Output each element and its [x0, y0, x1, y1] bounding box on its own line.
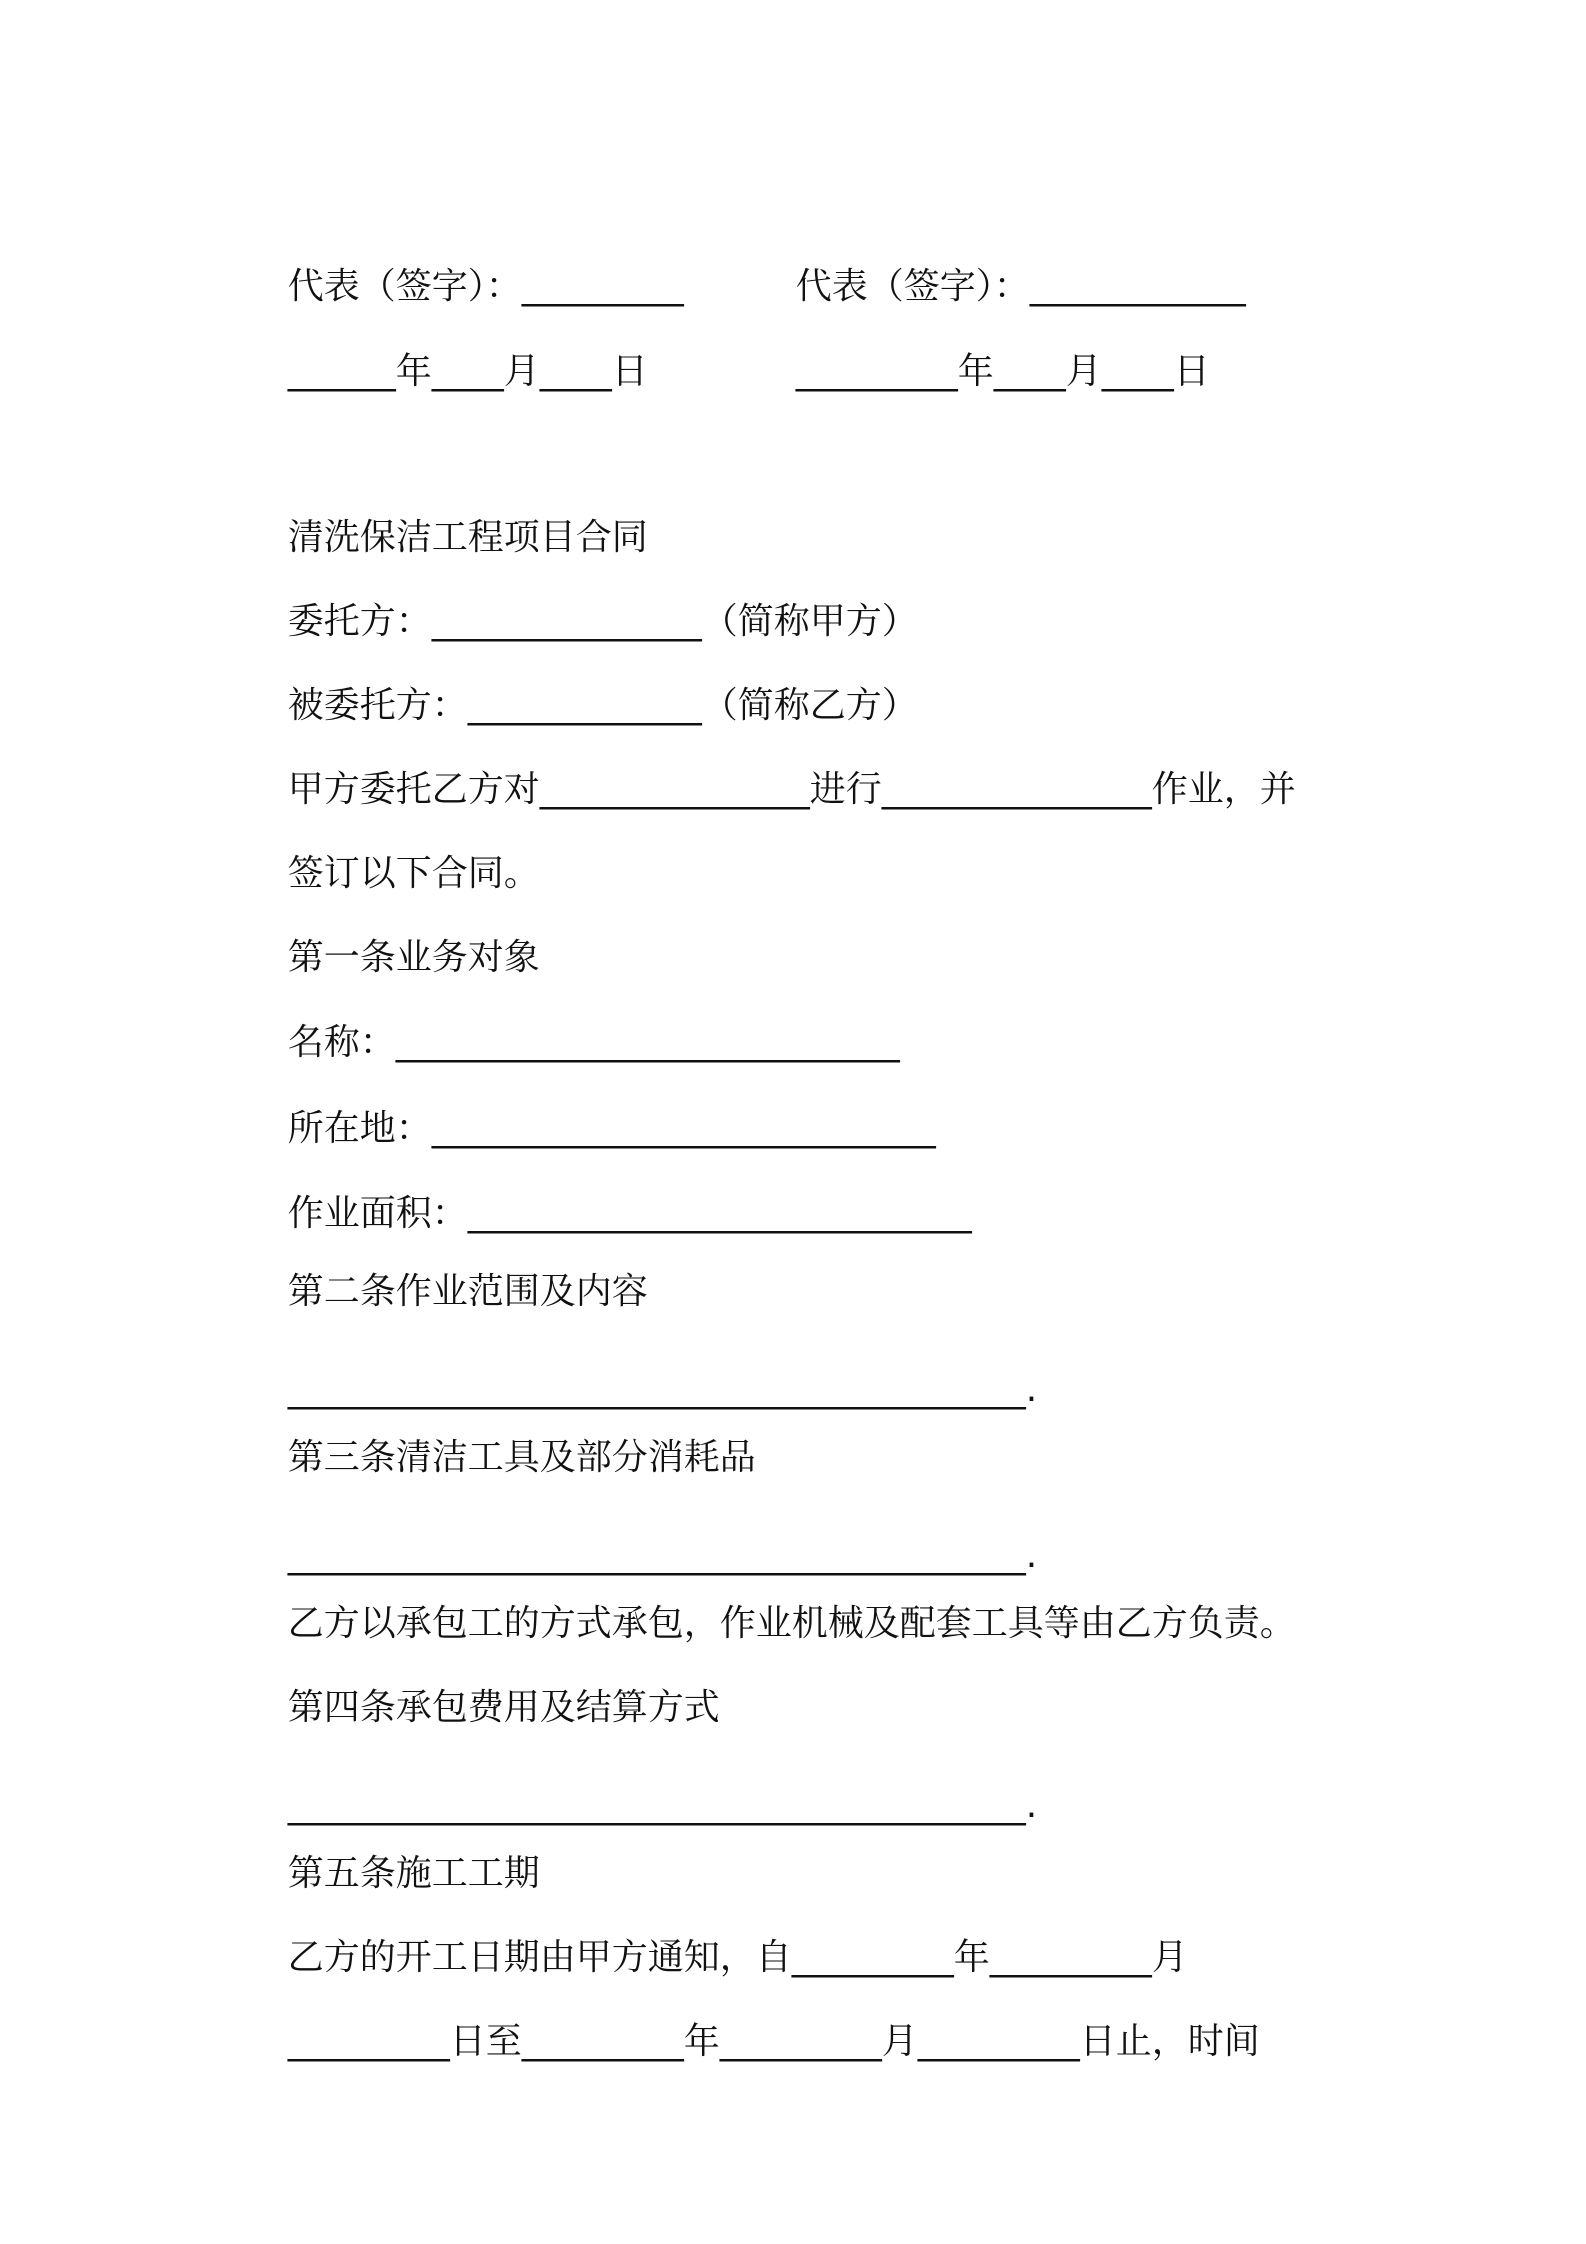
- location-field-line: 所在地：____________________________: [287, 1108, 936, 1149]
- client-party-line: 委托方：_______________（简称甲方）: [287, 601, 918, 642]
- date-text: ______年____月____日: [287, 351, 648, 392]
- signature-line-party-b: [750, 197, 1246, 307]
- document-title: 清洗保洁工程项目合同: [287, 517, 648, 558]
- area-field-line: 作业面积：____________________________: [287, 1193, 972, 1234]
- article-4-blank-line: _________________________________________.: [287, 1785, 1038, 1826]
- article-3-body: 乙方以承包工的方式承包，作业机械及配套工具等由乙方负责。: [287, 1603, 1296, 1644]
- intro-paragraph-line-2: 签订以下合同。: [287, 853, 540, 894]
- date-line-party-b: [750, 282, 1210, 392]
- intro-paragraph-line-1: 甲方委托乙方对_______________进行_______________作业，并: [287, 769, 1296, 810]
- signature-text: 代表（签字）：_________: [287, 266, 684, 307]
- article-2-heading: 第二条作业范围及内容: [287, 1271, 648, 1312]
- period-paragraph-line-1: 乙方的开工日期由甲方通知，自_________年_________月: [287, 1937, 1188, 1978]
- signature-text: 代表（签字）：____________: [795, 266, 1246, 307]
- article-1-heading: 第一条业务对象: [287, 937, 540, 978]
- article-3-heading: 第三条清洁工具及部分消耗品: [287, 1437, 756, 1478]
- article-2-blank-line: _________________________________________.: [287, 1369, 1038, 1410]
- article-5-heading: 第五条施工工期: [287, 1853, 540, 1894]
- name-field-line: 名称：____________________________: [287, 1022, 900, 1063]
- date-text: _________年____月____日: [795, 351, 1210, 392]
- article-4-heading: 第四条承包费用及结算方式: [287, 1687, 720, 1728]
- signature-line-party-a: [242, 197, 684, 307]
- period-paragraph-line-2: _________日至_________年_________月_________日止，时间: [287, 2021, 1260, 2062]
- contractor-party-line: 被委托方：_____________（简称乙方）: [287, 685, 918, 726]
- date-line-party-a: [242, 282, 648, 392]
- article-3-blank-line: _________________________________________.: [287, 1535, 1038, 1576]
